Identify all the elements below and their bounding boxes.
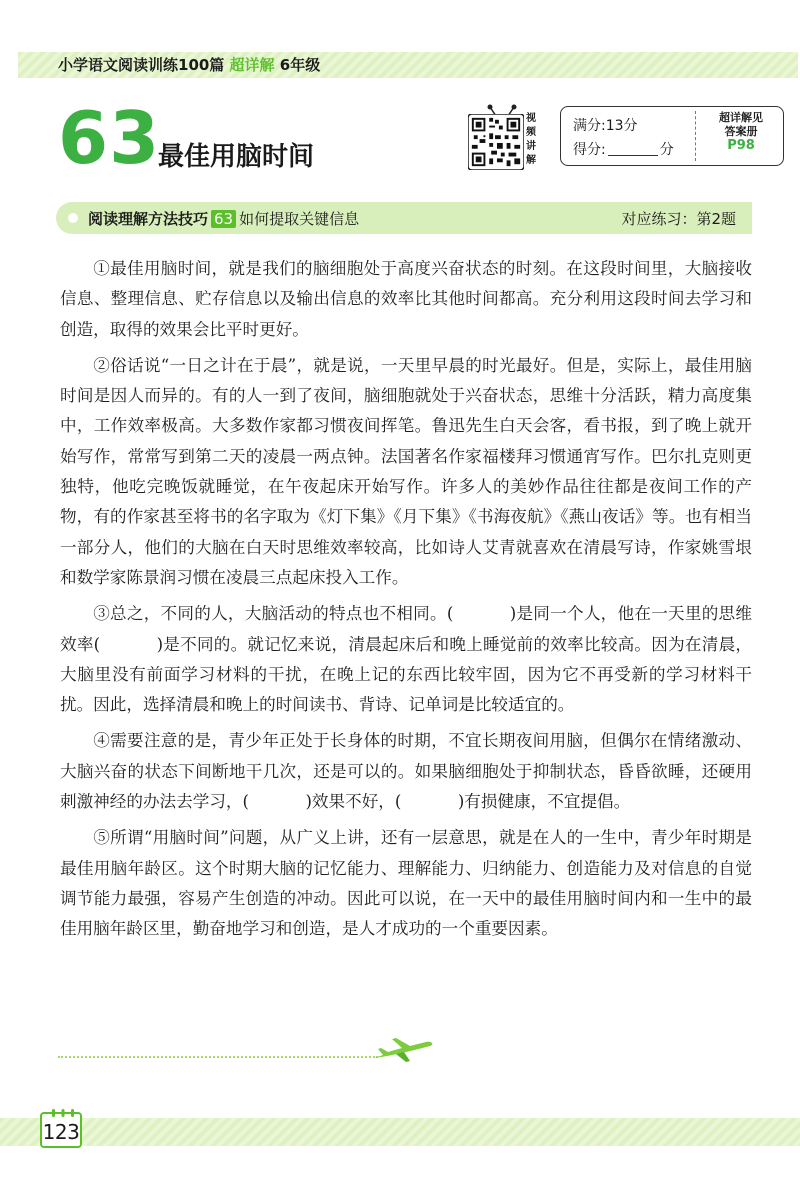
qr-caption-char: 视 bbox=[526, 113, 536, 124]
qr-code-icon[interactable] bbox=[468, 114, 524, 170]
score-blank[interactable] bbox=[608, 142, 658, 156]
paragraph-2: ②俗话说“一日之计在于晨”，就是说，一天里早晨的时光最好。但是，实际上，最佳用脑时间是因人而异的。有的人一到了夜间，脑细胞就处于兴奋状态，思维十分活跃，精力高度集中，工作效率极高。大多数作家都习惯夜间挥笔。鲁迅先生白天会客，看书报，到了晚上就开始写作，常常写到第二天的凌晨一两点钟。法国著名作家福楼拜习惯通宵写作。巴尔扎克则更独特，他吃完晚饭就睡觉，在午夜起床开始写作。许多人的美妙作品往往都是夜间工作的产物，有的作家甚至将书的名字取为《灯下集》《月下集》《书海夜航》《燕山夜话》等。也有相当一部分人，他们的大脑在白天时思维效率较高，比如诗人艾青就喜欢在清晨写诗，作家姚雪垠和数学家陈景润习惯在凌晨三点起床投入工作。 bbox=[60, 355, 752, 587]
paragraph-4-part-a: ④需要注意的是，青少年正处于长身体的时期，不宜长期夜间用脑，但偶尔在情绪激动、大脑兴奋的状态下间断地干几次，还是可以的。如果脑细胞处于抑制状态，昏昏欲睡，还硬用刺激神经的办法去学习，( bbox=[60, 731, 752, 812]
qr-caption-char: 讲 bbox=[526, 141, 536, 152]
footer-strip bbox=[0, 1118, 800, 1146]
page-number-badge bbox=[40, 1112, 82, 1148]
answer-ref-line1: 超详解见 bbox=[719, 111, 763, 124]
method-topic: 如何提取关键信息 bbox=[239, 210, 360, 228]
paragraph-3-part-b: )是同一个人，他在一天里的思维效率( bbox=[60, 604, 752, 654]
page-number: 123 bbox=[42, 1120, 80, 1144]
method-label: 阅读理解方法技巧 bbox=[88, 210, 209, 228]
score-divider bbox=[695, 111, 696, 161]
paragraph-4 bbox=[60, 726, 752, 817]
paragraph-5: ⑤所谓“用脑时间”问题，从广义上讲，还有一层意思，就是在人的一生中，青少年时期是最佳用脑年龄区。这个时期大脑的记忆能力、理解能力、归纳能力、创造能力及对信息的自觉调节能力最强，容易产生创造的冲动。因此可以说，在一天中的最佳用脑时间内和一生中的最佳用脑年龄区里，勤奋地学习和创造，是人才成功的一个重要因素。 bbox=[60, 828, 752, 939]
airplane-icon bbox=[372, 1036, 434, 1066]
header-strip bbox=[0, 52, 800, 78]
answer-ref-line2: 答案册 bbox=[724, 125, 758, 138]
answer-ref-page: P98 bbox=[727, 138, 755, 153]
method-number: 63 bbox=[211, 210, 236, 228]
paragraph-4-part-c: )有损健康，不宜提倡。 bbox=[457, 792, 631, 812]
score-label: 得分: bbox=[573, 142, 606, 158]
video-qr-block[interactable] bbox=[466, 104, 542, 170]
full-score: 满分:13分 bbox=[573, 118, 638, 134]
binder-rings-icon bbox=[48, 1109, 78, 1117]
paragraph-3 bbox=[60, 599, 752, 720]
grade-label: 6年级 bbox=[279, 56, 321, 74]
qr-caption bbox=[526, 112, 540, 168]
paragraph-1: ①最佳用脑时间，就是我们的脑细胞处于高度兴奋状态的时刻。在这段时间里，大脑接收信息、整理信息、贮存信息以及输出信息的效率比其他时间都高。充分利用这段时间去学习和创造，取得的效果会比平时更好。 bbox=[60, 259, 752, 339]
score-entry bbox=[573, 139, 674, 159]
method-label-group bbox=[88, 208, 359, 229]
series-prefix: 小学语文阅读训练100篇 bbox=[58, 56, 225, 74]
method-tip-bar bbox=[56, 202, 752, 234]
lesson-title: 最佳用脑时间 bbox=[158, 142, 315, 172]
passage-body bbox=[60, 254, 752, 951]
score-box bbox=[560, 106, 784, 166]
answer-reference bbox=[699, 111, 783, 153]
bullet-dot-icon bbox=[68, 213, 78, 223]
paragraph-4-part-b: )效果不好，( bbox=[305, 792, 402, 812]
paragraph-3-part-a: ③总之，不同的人，大脑活动的特点也不相同。( bbox=[93, 604, 454, 624]
practice-reference: 对应练习：第2题 bbox=[621, 210, 736, 228]
series-title bbox=[58, 54, 320, 75]
paragraph-3-part-c: )是不同的。就记忆来说，清晨起床后和晚上睡觉前的效率比较高。因为在清晨，大脑里没有前面学习材料的干扰，在晚上记的东西比较牢固，因为它不再受新的学习材料干扰。因此，选择清晨和晚上的时间读书、背诗、记单词是比较适宜的。 bbox=[60, 634, 752, 715]
decorative-dotted-line bbox=[58, 1056, 378, 1058]
score-unit: 分 bbox=[659, 142, 674, 158]
qr-caption-char: 解 bbox=[526, 155, 536, 166]
series-highlight: 超详解 bbox=[229, 56, 275, 74]
qr-caption-char: 频 bbox=[526, 127, 536, 138]
lesson-number: 63 bbox=[58, 96, 161, 180]
